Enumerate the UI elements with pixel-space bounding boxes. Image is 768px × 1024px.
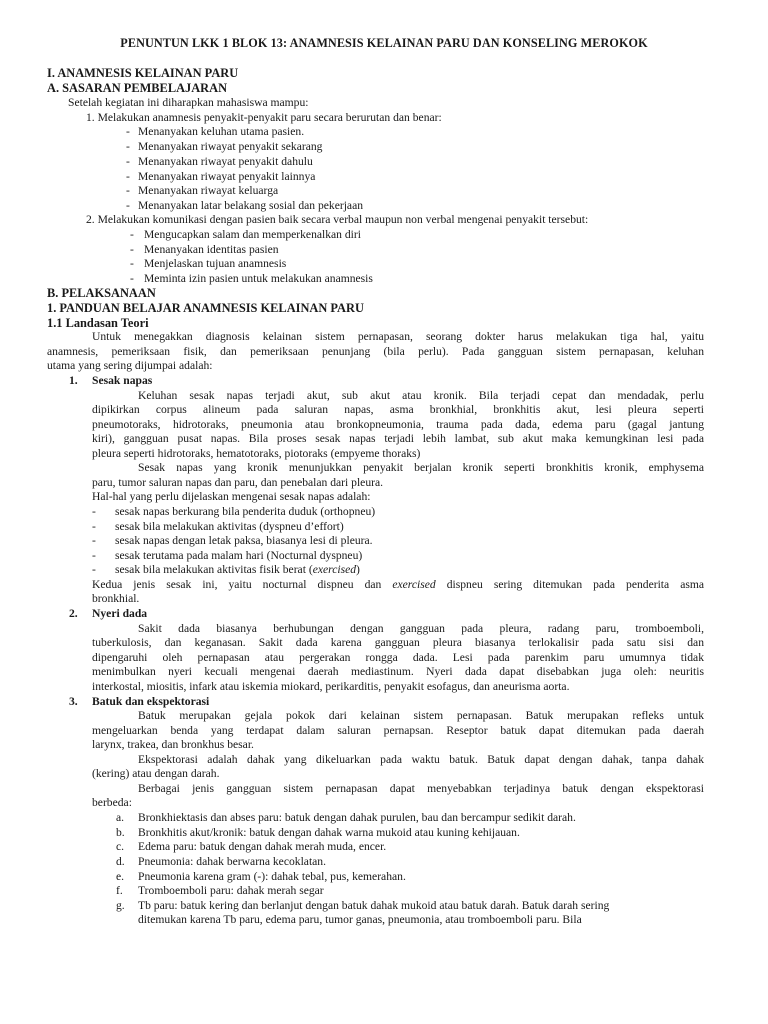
dash-bullet: - <box>92 520 96 533</box>
dash-bullet: - <box>130 228 134 241</box>
paragraph-line: menimbulkan nyeri kecuali mengenai daerah mediastinum. Nyeri dada dapat disebabkan juga oleh: neuritis <box>92 665 704 678</box>
list-item: sesak bila melakukan aktivitas (dyspneu d’effort) <box>115 520 344 533</box>
list-item: Meminta izin pasien untuk melakukan anamnesis <box>144 272 373 285</box>
paragraph-line: pneumotoraks, hidrotoraks, pneumonia atau bronkopneumonia, trauma pada dada, edema paru (gagal jantung <box>92 418 704 431</box>
intro-text: Setelah kegiatan ini diharapkan mahasiswa mampu: <box>68 96 309 109</box>
paragraph-line <box>92 578 704 593</box>
list-item-continued: ditemukan karena Tb paru, edema paru, tumor ganas, pneumonia, atau tromboemboli paru. Bila <box>138 913 582 926</box>
list-marker: a. <box>116 811 125 824</box>
list-item: Edema paru: batuk dengan dahak merah muda, encer. <box>138 840 387 853</box>
document-title: PENUNTUN LKK 1 BLOK 13: ANAMNESIS KELAINAN PARU DAN KONSELING MEROKOK <box>120 36 648 50</box>
list-item: Menanyakan latar belakang sosial dan pekerjaan <box>138 199 364 212</box>
list-item: Menanyakan riwayat penyakit lainnya <box>138 170 316 183</box>
paragraph-line: dipikirkan corpus alineum pada saluran napas, asma bronkhial, bronkhitis akut, lesi pleura seperti <box>92 403 704 416</box>
paragraph-line: tuberkulosis, dan keganasan. Sakit dada karena gangguan pleura biasanya terlokalisir pada satu sisi dan <box>92 636 704 649</box>
paragraph-line: Ekspektorasi adalah dahak yang dikeluarkan pada waktu batuk. Batuk dapat dengan dahak, tanpa dahak <box>138 753 704 766</box>
list-number: 2. <box>69 607 78 620</box>
list-number: 3. <box>69 695 78 708</box>
paragraph-line: Berbagai jenis gangguan sistem pernapasan dapat menyebabkan terjadinya batuk dengan ekspektorasi <box>138 782 704 795</box>
list-item: Menanyakan riwayat penyakit dahulu <box>138 155 313 168</box>
goal-item: 1. Melakukan anamnesis penyakit-penyakit paru secara berurutan dan benar: <box>86 111 442 124</box>
paragraph-line: Sakit dada biasanya berhubungan dengan gangguan pada pleura, radang paru, tromboemboli, <box>138 622 704 635</box>
list-item <box>115 563 360 578</box>
list-item: Tb paru: batuk kering dan berlanjut dengan batuk dahak mukoid atau batuk darah. Batuk darah sering <box>138 899 610 912</box>
paragraph-line: dipengaruhi oleh pernapasan atau pergerakan rongga dada. Lesi pada parenkim paru umumnya tidak <box>92 651 704 664</box>
list-item: Menanyakan riwayat keluarga <box>138 184 279 197</box>
section-heading: I. ANAMNESIS KELAINAN PARU <box>47 66 239 80</box>
paragraph-line: Hal-hal yang perlu dijelaskan mengenai sesak napas adalah: <box>92 490 371 503</box>
dash-bullet: - <box>130 272 134 285</box>
list-marker: g. <box>116 899 125 912</box>
subsection-heading: 1.1 Landasan Teori <box>47 316 149 330</box>
list-item: Pneumonia karena gram (-): dahak tebal, pus, kemerahan. <box>138 870 406 883</box>
paragraph-line: (kering) atau dengan darah. <box>92 767 220 780</box>
dash-bullet: - <box>126 155 130 168</box>
paragraph-line: anamnesis, pemeriksaan fisik, dan pemeriksaan penunjang (bila perlu). Pada gangguan sistem pernapasan, keluhan <box>47 345 704 358</box>
point-heading: Nyeri dada <box>92 607 148 620</box>
list-marker: f. <box>116 884 123 897</box>
paragraph-line: pleura seperti hidrotoraks, hematotoraks, piotoraks (empyeme thoraks) <box>92 447 421 460</box>
dash-bullet: - <box>92 563 96 576</box>
dash-bullet: - <box>126 125 130 138</box>
list-item-text: sesak bila melakukan aktivitas fisik berat ( <box>115 563 313 576</box>
dash-bullet: - <box>92 534 96 547</box>
list-item: Menjelaskan tujuan anamnesis <box>144 257 287 270</box>
paragraph-line: Batuk merupakan gejala pokok dari kelainan sistem pernapasan. Batuk merupakan refleks untuk <box>138 709 704 722</box>
subsection-heading: A. SASARAN PEMBELAJARAN <box>47 81 228 95</box>
paragraph-line: mengeluarkan benda yang terdapat dalam saluran pernapsan. Reseptor batuk dapat ditemukan pada daerah <box>92 724 704 737</box>
subsection-heading: B. PELAKSANAAN <box>47 286 156 300</box>
italic-term: exercised <box>392 578 436 591</box>
point-heading: Batuk dan ekspektorasi <box>92 695 210 708</box>
dash-bullet: - <box>130 257 134 270</box>
list-number: 1. <box>69 374 78 387</box>
list-item: sesak terutama pada malam hari (Nocturnal dyspneu) <box>115 549 363 562</box>
subsection-heading: 1. PANDUAN BELAJAR ANAMNESIS KELAINAN PARU <box>47 301 364 315</box>
list-item: Menanyakan keluhan utama pasien. <box>138 125 305 138</box>
list-item: Mengucapkan salam dan memperkenalkan diri <box>144 228 361 241</box>
list-marker: e. <box>116 870 125 883</box>
dash-bullet: - <box>92 549 96 562</box>
list-marker: c. <box>116 840 125 853</box>
paragraph-line: Sesak napas yang kronik menunjukkan penyakit berjalan kronik seperti bronkhitis kronik, emphysema <box>138 461 704 474</box>
list-item: Menanyakan identitas pasien <box>144 243 279 256</box>
list-item: Menanyakan riwayat penyakit sekarang <box>138 140 323 153</box>
text-span: Kedua jenis sesak ini, yaitu nocturnal dispneu dan <box>92 578 382 591</box>
list-item: Bronkhitis akut/kronik: batuk dengan dahak warna mukoid atau kuning kehijauan. <box>138 826 520 839</box>
list-item: Tromboemboli paru: dahak merah segar <box>138 884 324 897</box>
paragraph-line: berbeda: <box>92 796 132 809</box>
point-heading: Sesak napas <box>92 374 153 387</box>
list-marker: d. <box>116 855 125 868</box>
italic-term: exercised <box>312 563 357 576</box>
list-item-text: ) <box>356 563 360 576</box>
list-item: sesak napas dengan letak paksa, biasanya lesi di pleura. <box>115 534 373 547</box>
paragraph-line: kiri), gangguan pusat napas. Bila proses sesak napas terjadi lebih lambat, sub akut maka kemungkinan lesi pada <box>92 432 704 445</box>
dash-bullet: - <box>126 199 130 212</box>
list-marker: b. <box>116 826 125 839</box>
list-item: sesak napas berkurang bila penderita duduk (orthopneu) <box>115 505 376 518</box>
dash-bullet: - <box>126 184 130 197</box>
dash-bullet: - <box>126 170 130 183</box>
list-item: Bronkhiektasis dan abses paru: batuk dengan dahak purulen, bau dan bercampur sedikit darah. <box>138 811 576 824</box>
paragraph-line: Keluhan sesak napas terjadi akut, sub akut atau kronik. Bila terjadi cepat dan mendadak, perlu <box>138 389 704 402</box>
paragraph-line: larynx, trakea, dan bronkhus besar. <box>92 738 254 751</box>
text-span: dispneu sering ditemukan pada penderita asma <box>446 578 705 591</box>
dash-bullet: - <box>126 140 130 153</box>
paragraph-line: paru, tumor saluran napas dan paru, dan penebalan dari pleura. <box>92 476 384 489</box>
goal-item: 2. Melakukan komunikasi dengan pasien baik secara verbal maupun non verbal mengenai penyakit tersebut: <box>86 213 589 226</box>
paragraph-line: bronkhial. <box>92 592 140 605</box>
paragraph-line: Untuk menegakkan diagnosis kelainan sistem pernapasan, seorang dokter harus melakukan tiga hal, yaitu <box>92 330 704 343</box>
paragraph-line: interkostal, miositis, infark atau iskemia miokard, perikarditis, penyakit esofagus, dan aneurisma aorta. <box>92 680 570 693</box>
dash-bullet: - <box>130 243 134 256</box>
paragraph-line: utama yang sering dijumpai adalah: <box>47 359 213 372</box>
list-item: Pneumonia: dahak berwarna kecoklatan. <box>138 855 327 868</box>
dash-bullet: - <box>92 505 96 518</box>
